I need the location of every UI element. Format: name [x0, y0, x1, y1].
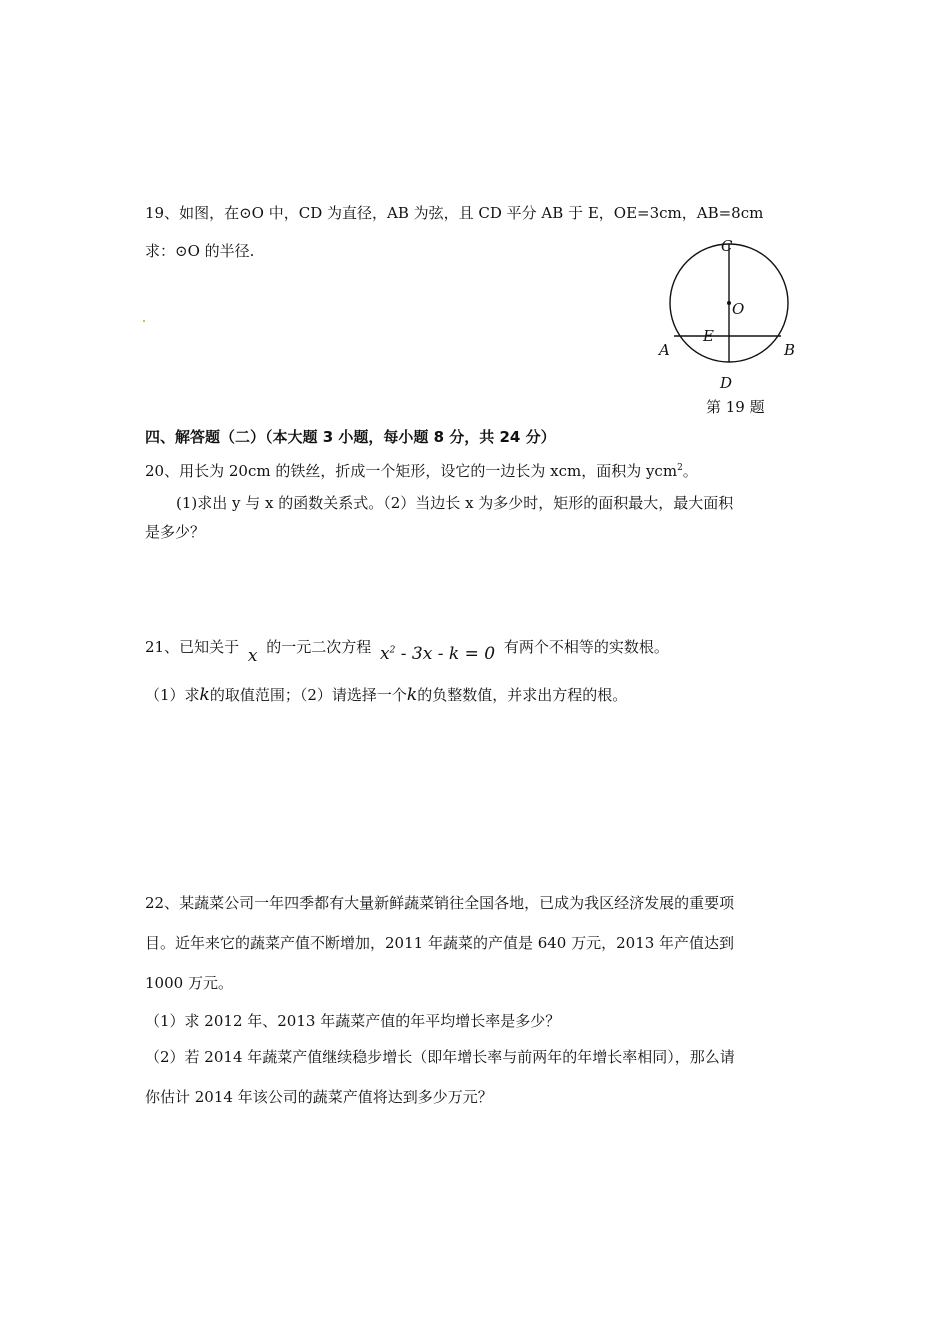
q20-line-3: 是多少？ [145, 523, 206, 541]
q21-line-1 [145, 636, 669, 666]
q21-equation [380, 644, 495, 664]
label-d: D [720, 374, 733, 392]
q21-l2a: （1）求 [145, 686, 200, 704]
section-heading: 四、解答题（二）（本大题 3 小题，每小题 8 分，共 24 分） [145, 428, 556, 446]
q21-var-k2: k [406, 685, 418, 705]
label-e: E [703, 327, 714, 345]
q21-l2b: 的取值范围；（2）请选择一个 [209, 686, 407, 704]
label-c: C [721, 237, 733, 255]
q20-text: 20、用长为 20cm 的铁丝，折成一个矩形，设它的一边长为 xcm，面积为 ycm [145, 462, 678, 480]
center-point [727, 301, 731, 305]
q21-line-2 [145, 684, 627, 705]
label-o: O [732, 300, 745, 318]
q22-line-6: 你估计 2014 年该公司的蔬菜产值将达到多少万元？ [145, 1088, 493, 1106]
q22-line-3: 1000 万元。 [145, 974, 233, 992]
q22-line-1: 22、某蔬菜公司一年四季都有大量新鲜蔬菜销往全国各地，已成为我区经济发展的重要项 [145, 894, 735, 912]
eq-base: x [380, 644, 390, 664]
q20-line-2: (1)求出 y 与 x 的函数关系式。（2）当边长 x 为多少时，矩形的面积最大，最大面积 [176, 494, 734, 512]
circle-diagram [650, 232, 810, 392]
q22-line-5: （2）若 2014 年蔬菜产值继续稳步增长（即年增长率与前两年的年增长率相同），那么请 [145, 1048, 735, 1066]
label-b: B [784, 341, 796, 359]
q21-suffix: 有两个不相等的实数根。 [503, 638, 669, 656]
label-a: A [659, 341, 670, 359]
q22-line-2: 目。近年来它的蔬菜产值不断增加，2011 年蔬菜的产值是 640 万元，2013 年产值达到 [145, 934, 735, 952]
q19-line-1: 19、如图，在⊙O 中，CD 为直径，AB 为弦，且 CD 平分 AB 于 E，OE=3cm，AB=8cm [145, 204, 764, 222]
stray-dot [143, 320, 145, 322]
q21-var-k1: k [199, 685, 210, 705]
q21-var-x: x [247, 646, 258, 666]
q19-line-2: 求：⊙O 的半径. [145, 242, 255, 260]
q20-line-1 [145, 460, 698, 481]
q22-line-4: （1）求 2012 年、2013 年蔬菜产值的年平均增长率是多少？ [145, 1012, 561, 1030]
q21-mid: 的一元二次方程 [266, 638, 372, 656]
eq-rest: - 3x - k = 0 [395, 644, 496, 664]
q21-prefix: 21、已知关于 [145, 638, 240, 656]
figure-caption: 第 19 题 [706, 398, 765, 416]
q20-end: 。 [682, 462, 698, 480]
q21-l2c: 的负整数值，并求出方程的根。 [417, 686, 628, 704]
eq-sup: 2 [389, 645, 396, 656]
q20-sup: 2 [677, 463, 683, 473]
